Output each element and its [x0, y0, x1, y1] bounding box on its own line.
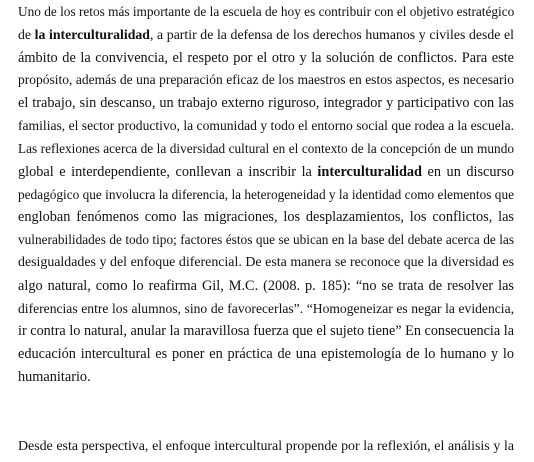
text-line: educación intercultural es poner en práctica de una epistemología de lo humano y lo: [18, 346, 514, 363]
text-line: de la interculturalidad, a partir de la defensa de los derechos humanos y civiles desde el: [18, 26, 514, 42]
text-line: ámbito de la convivencia, el respeto por el otro y la solución de conflictos. Para este: [18, 49, 514, 66]
text-line: propósito, además de una preparación eficaz de los maestros en estos aspectos, es necesario: [18, 72, 514, 88]
text-line: global e interdependiente, conllevan a inscribir la interculturalidad en un discurso: [18, 163, 515, 180]
text-line: pedagógico que involucra la diferencia, la heterogeneidad y la identidad como elementos que: [18, 186, 514, 202]
text-line: ir contra lo natural, anular la maravillosa fuerza que el sujeto tiene” En consecuencia la: [18, 323, 514, 340]
text-line: algo natural, como lo reafirma Gil, M.C. (2008. p. 185): “no se trata de resolver las: [18, 277, 514, 294]
text-line: Desde esta perspectiva, el enfoque intercultural propende por la reflexión, el análisis y la: [18, 439, 514, 454]
bold-term: interculturalidad: [317, 163, 423, 180]
bold-term: la interculturalidad: [34, 26, 150, 42]
text-line: desigualdades y del enfoque diferencial. De esta manera se reconoce que la diversidad es: [18, 254, 514, 270]
text-line: vulnerabilidades de todo tipo; factores éstos que se ubican en la base del debate acerca de las: [18, 232, 514, 248]
paragraph: [18, 138, 514, 389]
text-line: Las reflexiones acerca de la diversidad cultural en el contexto de la concepción de un mundo: [18, 141, 514, 156]
text-line: el trabajo, sin descanso, un trabajo externo riguroso, integrador y participativo con las: [18, 95, 514, 112]
text-line: humanitario.: [18, 368, 91, 385]
text-line: familias, el sector productivo, la comunidad y todo el entorno social que rodea a la escuela.: [18, 117, 514, 133]
text-line: Uno de los retos más importante de la escuela de hoy es contribuir con el objetivo estratégico: [18, 4, 515, 19]
paragraph: [18, 1, 514, 138]
text-line: diferencias entre los alumnos, sino de favorecerlas”. “Homogeneizar es negar la evidencia,: [18, 300, 514, 316]
text-line: engloban fenómenos como las migraciones, los desplazamientos, los conflictos, las: [18, 209, 514, 226]
paragraph: [18, 436, 514, 459]
